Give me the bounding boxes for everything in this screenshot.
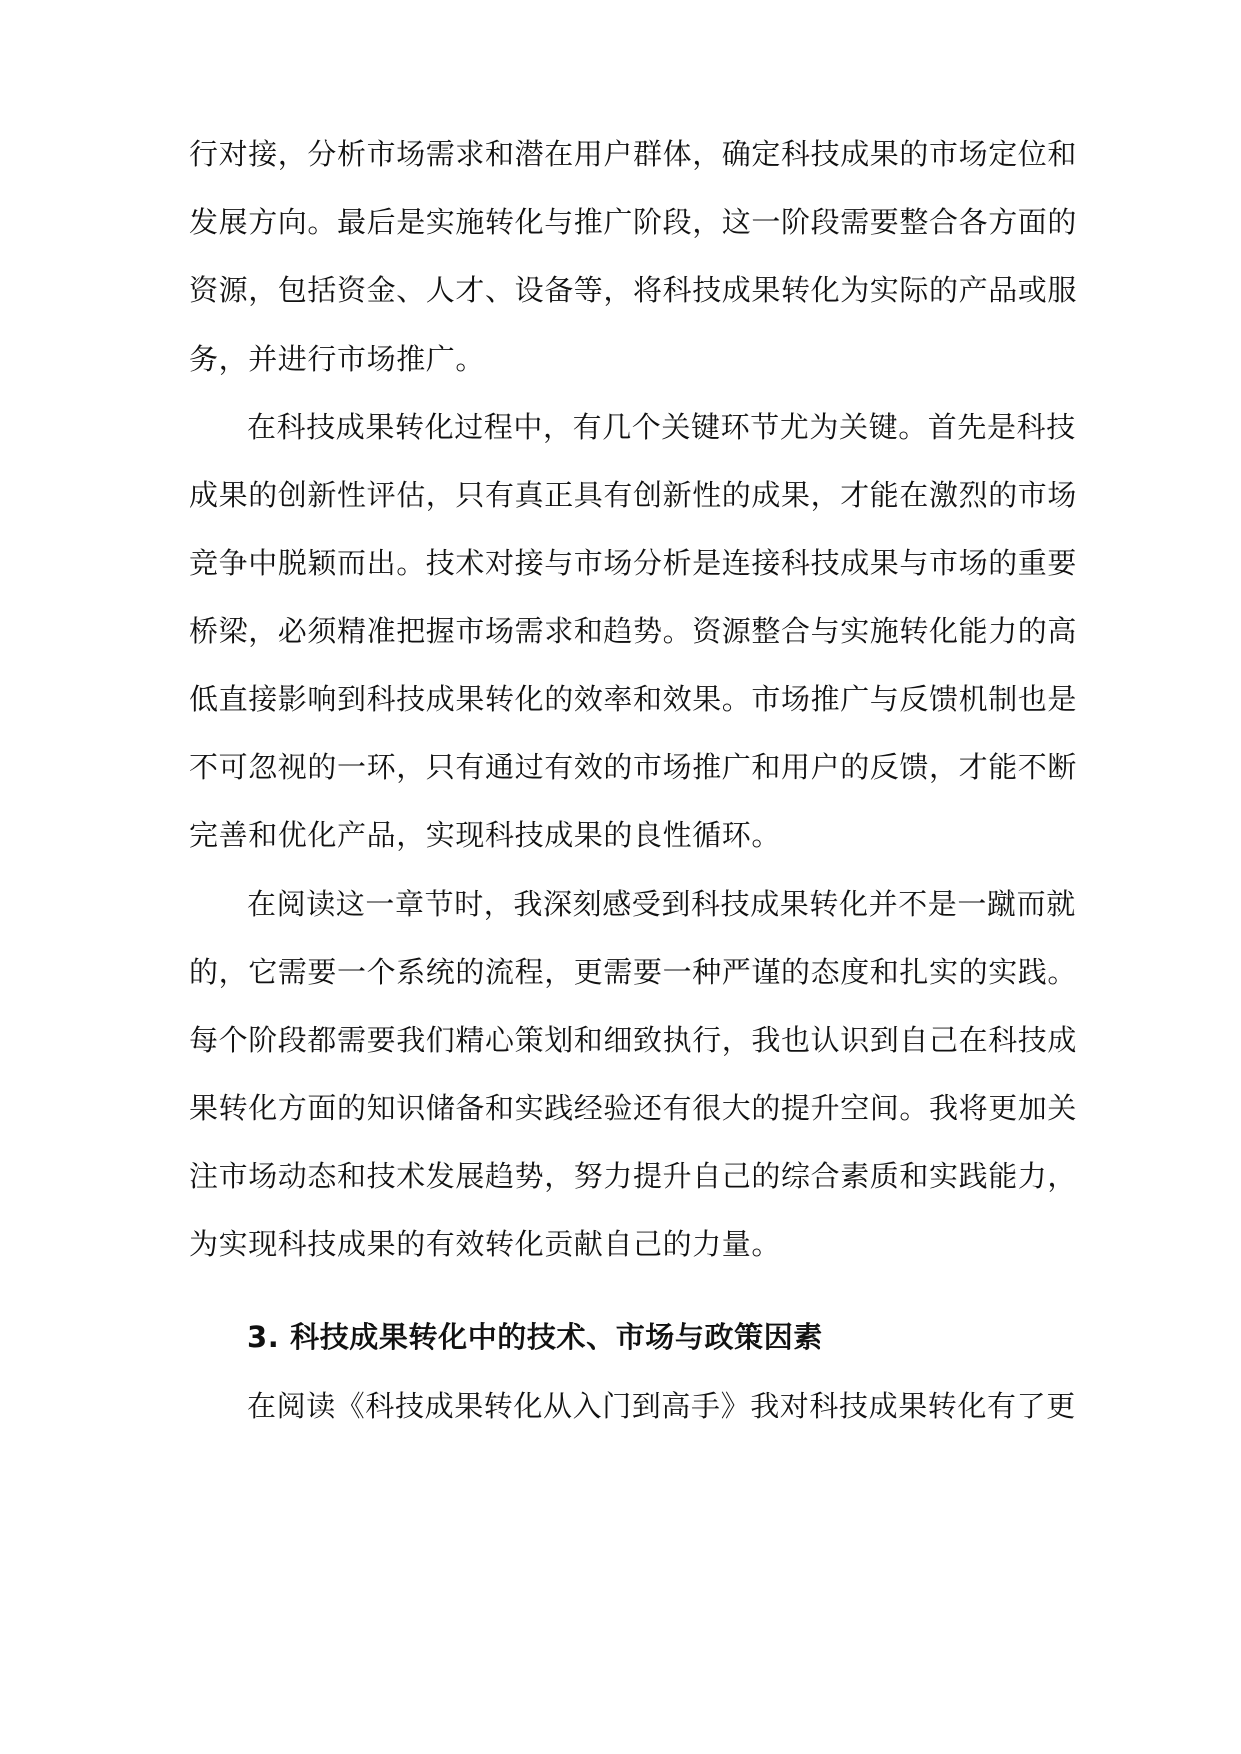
paragraph-1-line-2: 发展方向。最后是实施转化与推广阶段，这一阶段需要整合各方面的 (189, 205, 1078, 239)
paragraph-3-line-2: 的，它需要一个系统的流程，更需要一种严谨的态度和扎实的实践。 (189, 955, 1078, 989)
paragraph-2-line-7: 完善和优化产品，实现科技成果的良性循环。 (189, 818, 782, 852)
paragraph-3-line-5: 注市场动态和技术发展趋势，努力提升自己的综合素质和实践能力， (189, 1159, 1078, 1193)
paragraph-3-line-4: 果转化方面的知识储备和实践经验还有很大的提升空间。我将更加关 (189, 1091, 1078, 1125)
paragraph-2-line-4: 桥梁，必须精准把握市场需求和趋势。资源整合与实施转化能力的高 (189, 614, 1078, 648)
paragraph-2-line-6: 不可忽视的一环，只有通过有效的市场推广和用户的反馈，才能不断 (189, 750, 1078, 784)
paragraph-3-line-3: 每个阶段都需要我们精心策划和细致执行，我也认识到自己在科技成 (189, 1023, 1078, 1057)
paragraph-1-line-3: 资源，包括资金、人才、设备等，将科技成果转化为实际的产品或服 (189, 273, 1078, 307)
paragraph-1-line-4: 务，并进行市场推广。 (189, 342, 486, 376)
paragraph-3-line-6: 为实现科技成果的有效转化贡献自己的力量。 (189, 1227, 782, 1261)
paragraph-4-line-1: 在阅读《科技成果转化从入门到高手》我对科技成果转化有了更 (247, 1389, 1076, 1423)
paragraph-3-line-1: 在阅读这一章节时，我深刻感受到科技成果转化并不是一蹴而就 (247, 887, 1076, 921)
paragraph-2-line-3: 竞争中脱颖而出。技术对接与市场分析是连接科技成果与市场的重要 (189, 546, 1078, 580)
paragraph-1-line-1: 行对接，分析市场需求和潜在用户群体，确定科技成果的市场定位和 (189, 137, 1078, 171)
section-heading: 3. 科技成果转化中的技术、市场与政策因素 (247, 1320, 823, 1354)
paragraph-2-line-2: 成果的创新性评估，只有真正具有创新性的成果，才能在激烈的市场 (189, 478, 1078, 512)
paragraph-2-line-5: 低直接影响到科技成果转化的效率和效果。市场推广与反馈机制也是 (189, 682, 1078, 716)
paragraph-2-line-1: 在科技成果转化过程中，有几个关键环节尤为关键。首先是科技 (247, 410, 1076, 444)
